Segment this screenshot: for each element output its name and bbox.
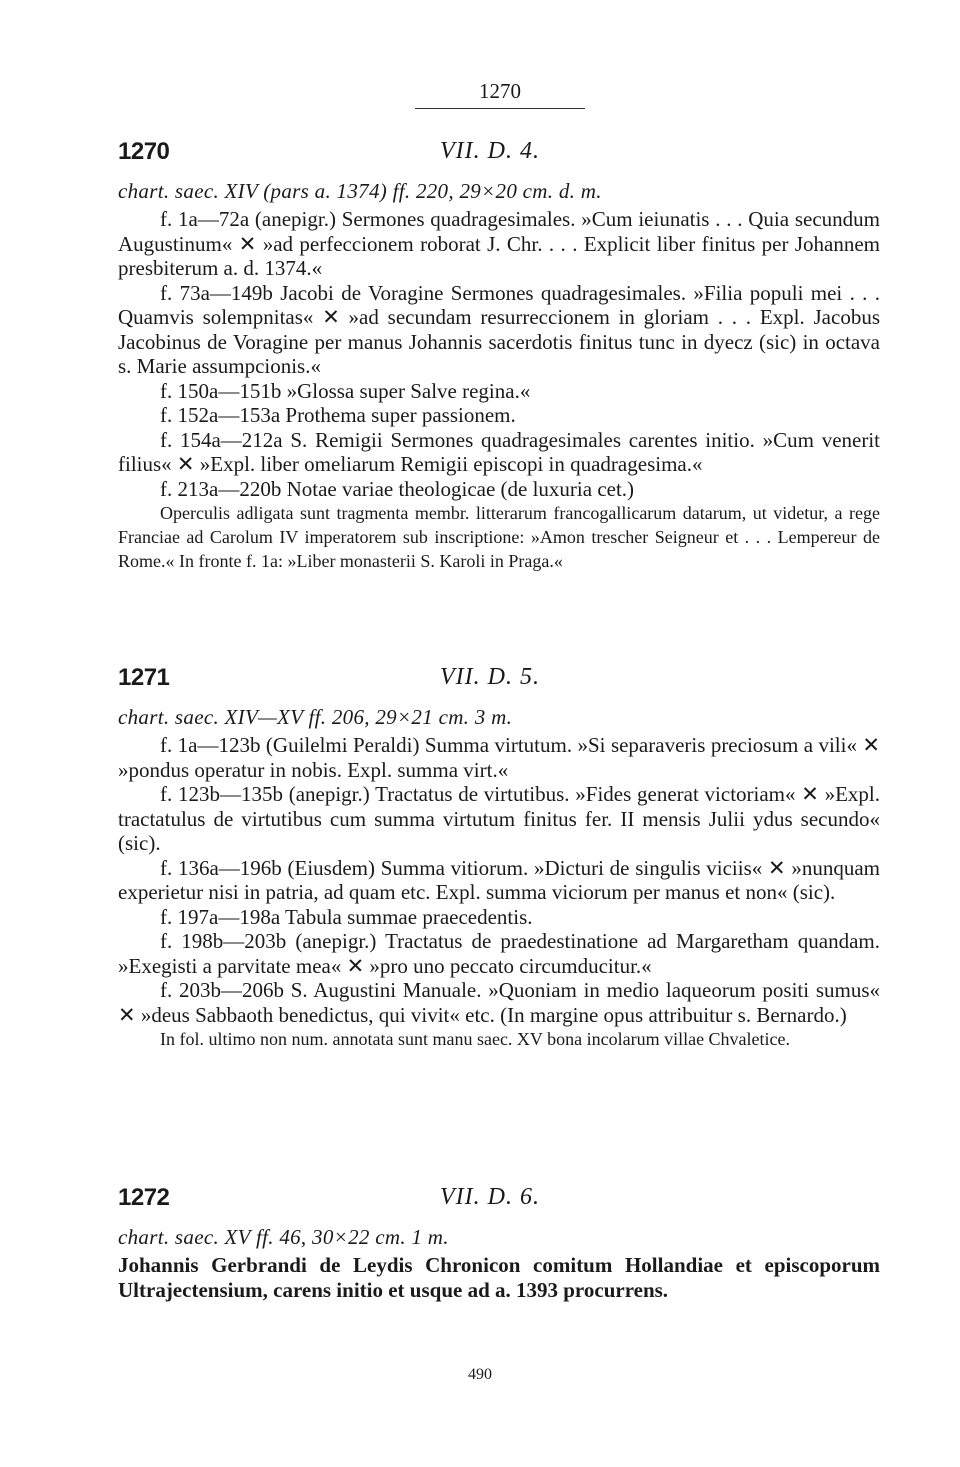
shelf-signature: VII. D. 4.	[440, 138, 540, 164]
content-item: f. 1a—72a (anepigr.) Sermones quadragesimales. »Cum ieiunatis . . . Quia secundum Augustinum« ✕ »ad perfeccionem roborat J. Chr. . . . Explicit liber finitus per Johannem presbiterum a. d. 1374.«	[118, 207, 880, 280]
catalog-entry-1272	[118, 1184, 880, 1303]
content-item: f. 73a—149b Jacobi de Voragine Sermones quadragesimales. »Filia populi mei . . . Quamvis solempnitas« ✕ »ad secundam resurreccionem in gloriam . . . Expl. Jacobus Jacobinus de Voragine per manus Johannis sacerdotis finitus tunc in dyecz (sic) in octava s. Marie assumpcionis.«	[118, 280, 880, 378]
content-item: f. 198b—203b (anepigr.) Tractatus de praedestinatione ad Margaretham quandam. »Exegisti a parvitate mea« ✕ »pro uno peccato circumducitur.«	[118, 929, 880, 978]
content-item: f. 136a—196b (Eiusdem) Summa vitiorum. »Dicturi de singulis viciis« ✕ »nunquam experietur nisi in patria, ad quam etc. Expl. summa viciorum per manus et non« (sic).	[118, 855, 880, 904]
content-item: f. 197a—198a Tabula summae praecedentis.	[160, 904, 533, 929]
content-item: f. 213a—220b Notae variae theologicae (de luxuria cet.)	[160, 476, 635, 501]
shelf-signature: VII. D. 5.	[440, 664, 540, 690]
content-item: f. 203b—206b S. Augustini Manuale. »Quoniam in medio laqueorum positi sumus« ✕ »deus Sabbaoth benedictus, qui vivit« etc. (In margine opus attribuitur s. Bernardo.)	[118, 978, 880, 1027]
page-number: 490	[468, 1366, 492, 1383]
content-item: f. 123b—135b (anepigr.) Tractatus de virtutibus. »Fides generat victoriam« ✕ »Expl. tractatulus de virtutibus cum summa virtutum finitus fer. II mensis Julii ydus secundo« (sic).	[118, 782, 880, 855]
entry-header	[118, 1184, 880, 1224]
running-head: 1270	[415, 78, 585, 109]
content-item: f. 154a—212a S. Remigii Sermones quadragesimales carentes initio. »Cum venerit filius« ✕ »Expl. liber omeliarum Remigii episcopi in quadragesima.«	[118, 427, 880, 476]
physical-description: chart. saec. XIV (pars a. 1374) ff. 220, 29×20 cm. d. m.	[118, 179, 602, 203]
content-item: f. 1a—123b (Guilelmi Peraldi) Summa virtutum. »Si separaveris preciosum a vili« ✕ »pondus operatur in nobis. Expl. summa virt.«	[118, 733, 880, 782]
physical-description: chart. saec. XIV—XV ff. 206, 29×21 cm. 3 m.	[118, 705, 513, 729]
entry-note: In fol. ultimo non num. annotata sunt manu saec. XV bona incolarum villae Chvaletice.	[160, 1029, 791, 1049]
content-item: f. 150a—151b »Glossa super Salve regina.«	[160, 378, 531, 403]
entry-header	[118, 138, 880, 178]
entry-note: Operculis adligata sunt tragmenta membr. litterarum francogallicarum datarum, ut videtur, a rege Franciae ad Carolum IV imperatorem sub inscriptione: »Amon trescher Seigneur et . . . Lempereur de Rome.« In fronte f. 1a: »Liber monasterii S. Karoli in Praga.«	[118, 503, 880, 571]
catalog-entry-1270	[118, 138, 880, 573]
entry-header	[118, 664, 880, 704]
content-item: f. 152a—153a Prothema super passionem.	[160, 403, 516, 427]
entry-number: 1270	[118, 138, 170, 165]
physical-description: chart. saec. XV ff. 46, 30×22 cm. 1 m.	[118, 1225, 449, 1249]
entry-number: 1272	[118, 1184, 170, 1211]
work-title: Johannis Gerbrandi de Leydis Chronicon comitum Hollandiae et episcoporum Ultrajectensium, carens initio et usque ad a. 1393 procurrens.	[118, 1253, 880, 1302]
entry-number: 1271	[118, 664, 170, 691]
shelf-signature: VII. D. 6.	[440, 1184, 540, 1210]
catalog-entry-1271	[118, 664, 880, 1051]
